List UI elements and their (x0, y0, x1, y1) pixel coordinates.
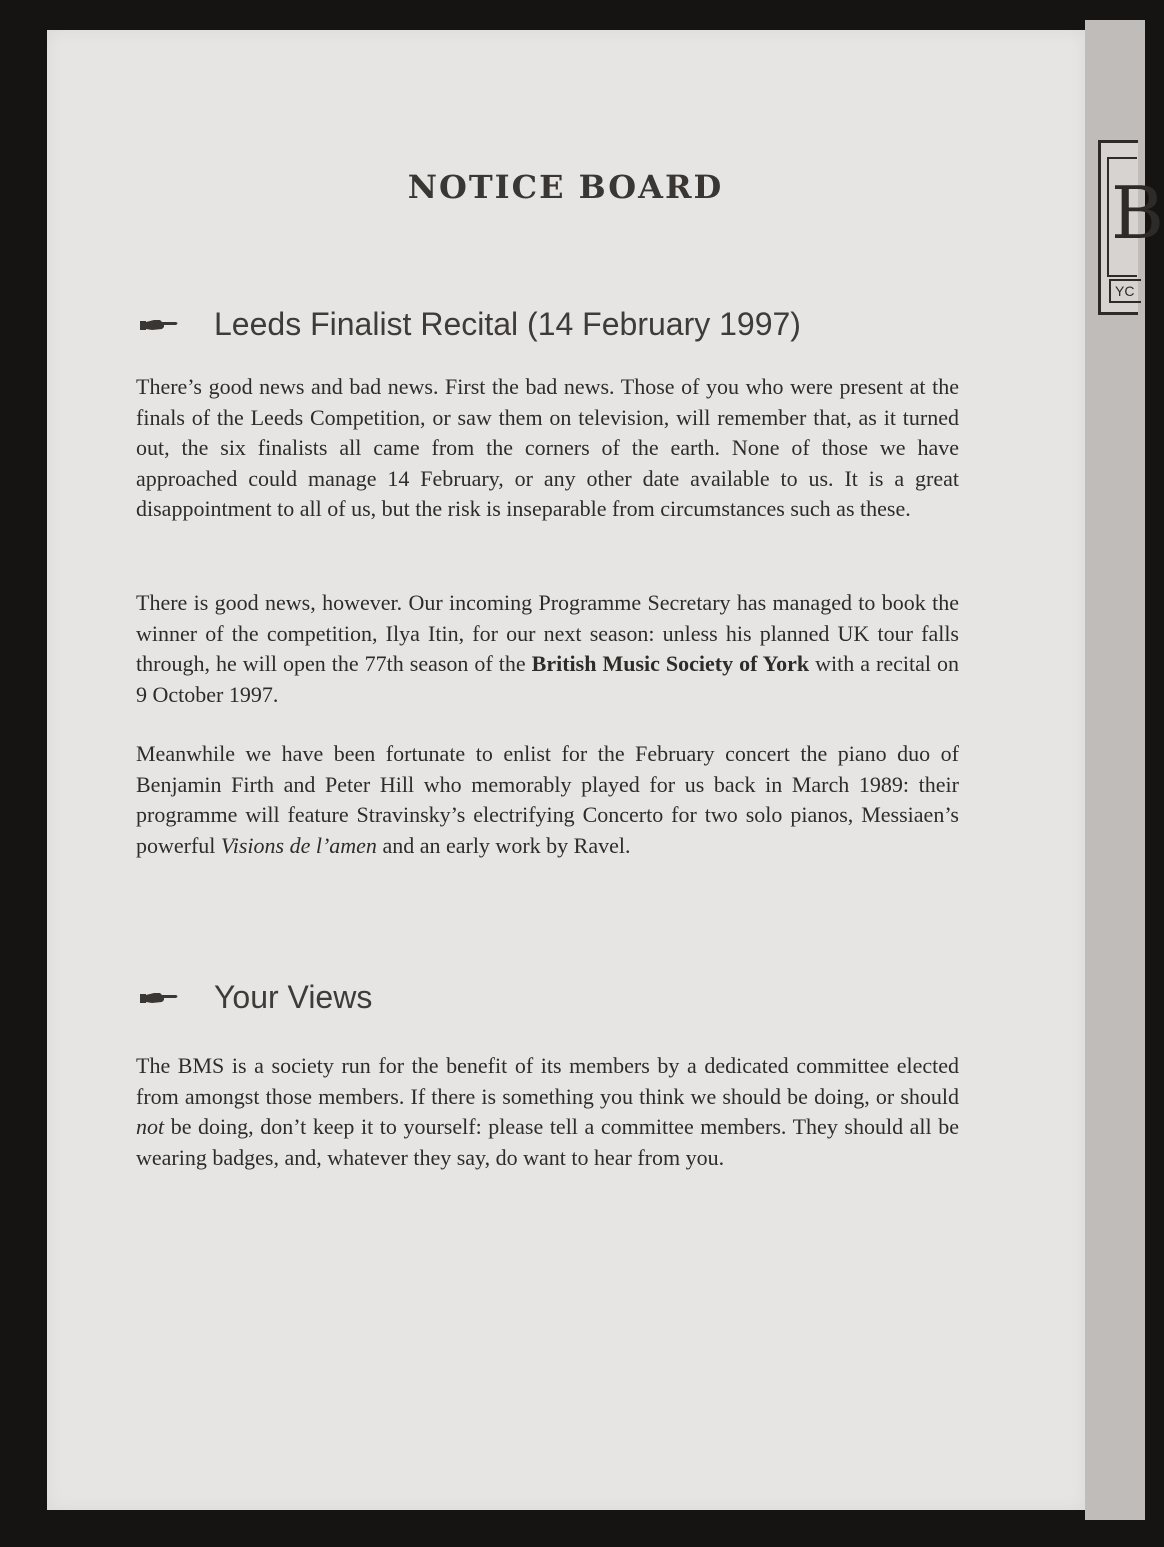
paragraph-text: Meanwhile we have been fortunate to enlist for the February concert the piano duo of Benjamin Firth and Peter Hill who memorably played for us back in March 1989: their programme will feature Stravinsky’s electrifying Concerto for two solo pianos, Messiaen’s powerful (136, 741, 959, 858)
next-page-logo (1098, 140, 1164, 315)
society-name: British Music Society of York (531, 651, 810, 676)
work-title: Visions de l’amen (220, 832, 377, 858)
page-title: NOTICE BOARD (407, 168, 724, 206)
section-heading-text: Leeds Finalist Recital (14 February 1997) (214, 306, 801, 342)
section-heading-your-views (140, 979, 372, 1016)
section-heading-leeds-recital (140, 306, 801, 343)
pointing-hand-icon (140, 991, 180, 1005)
paragraph-text: and an early work by Ravel. (376, 832, 631, 858)
section-heading-text: Your Views (214, 979, 373, 1015)
paragraph-text: be doing, don’t keep it to yourself: please tell a committee members. They should all be wearing badges, and, whatever they say, do want to hear from you. (136, 1114, 959, 1170)
logo-letter: B (1111, 171, 1164, 255)
paragraph-text: The BMS is a society run for the benefit of its members by a dedicated committee elected from amongst those members. If there is something you think we should be doing, or should (136, 1053, 959, 1109)
paragraph-text: with a recital on 9 October 1997. (136, 651, 959, 707)
pointing-hand-icon (140, 318, 180, 332)
emphasis-not: not (136, 1114, 165, 1139)
paragraph-your-views (136, 1051, 959, 1173)
paragraph-bad-news: There’s good news and bad news. First the bad news. Those of you who were present at the finals of the Leeds Competition, or saw them on television, will remember that, as it turned out, the six finalists all came from the corners of the earth. None of those we have approached could manage 14 February, or any other date available to us. It is a great disappointment to all of us, but the risk is inseparable from circumstances such as these. (136, 374, 959, 521)
paragraph-february-concert (136, 739, 959, 861)
paragraph-text: There is good news, however. Our incoming Programme Secretary has managed to book the winner of the competition, Ilya Itin, for our next season: unless his planned UK tour falls through, he will open the 77th season of the (136, 590, 959, 676)
logo-subtext: YC (1109, 279, 1141, 303)
paragraph-good-news (136, 588, 959, 710)
